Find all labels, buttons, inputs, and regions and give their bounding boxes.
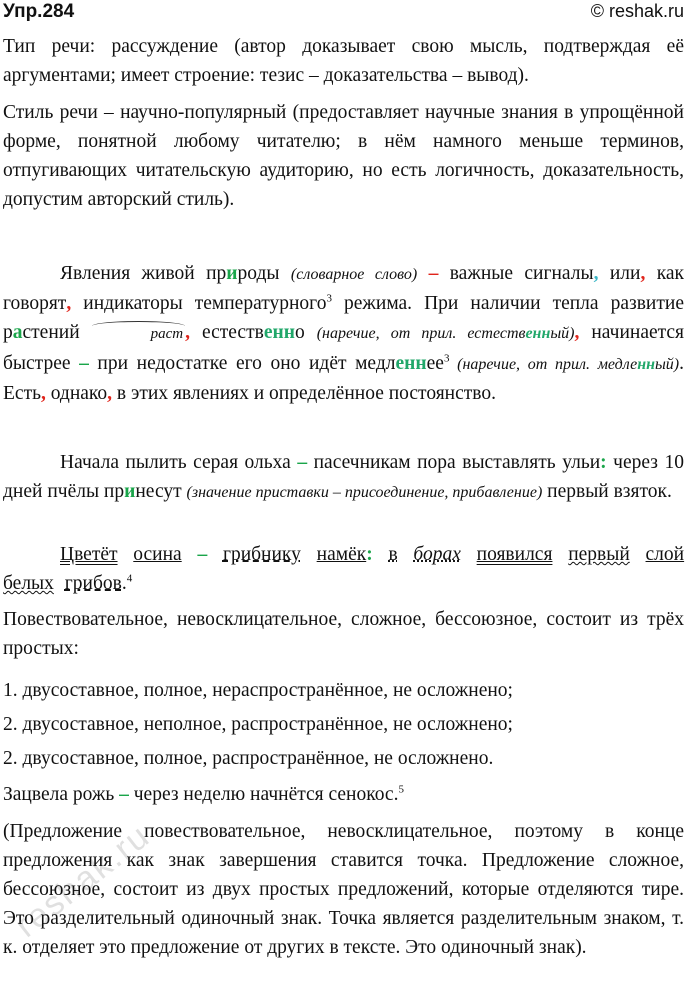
analysis-item-3: 2. двусоставное, полное, распространённое, не осложнено.	[3, 748, 494, 769]
subject-word: намёк	[316, 544, 367, 565]
text-fragment: Начала пылить серая ольха	[60, 452, 298, 473]
superscript: 4	[126, 572, 133, 585]
suffix-highlight: енн	[525, 325, 551, 342]
vowel-highlight: и	[226, 263, 238, 284]
text-fragment: Зацвела рожь	[3, 784, 120, 805]
text-fragment: стений	[22, 322, 92, 343]
text-fragment: через 10 дней пчёлы пр	[3, 452, 684, 502]
text-fragment: несут	[135, 481, 187, 502]
superscript: 3	[443, 352, 450, 365]
root-mark-icon	[92, 320, 186, 349]
analysis-item-1: 1. двусоставное, полное, нераспространённое, не осложнено;	[3, 680, 513, 701]
text-fragment: ее	[426, 353, 444, 374]
suffix-highlight: енн	[395, 353, 427, 374]
text-fragment: или	[598, 263, 641, 284]
text-fragment: .	[121, 573, 127, 594]
attribute-word: первый	[568, 544, 630, 565]
text-fragment: Явления живой пр	[60, 263, 227, 284]
colon-mark: :	[366, 544, 373, 565]
example-sentence	[3, 780, 684, 809]
object-word: грибнику	[222, 544, 301, 565]
note-text: ый)	[654, 356, 680, 373]
comma-mark: ,	[107, 383, 113, 404]
text-fragment: роды	[237, 263, 291, 284]
analysis-summary: Повествовательное, невосклицательное, сложное, бессоюзное, состоит из трёх простых:	[3, 609, 684, 659]
text-fragment: . Есть	[3, 353, 685, 404]
text-fragment: о	[294, 322, 317, 343]
paragraph-3-parsed	[3, 540, 684, 598]
watermark-logo: reshak.ru	[8, 816, 158, 945]
text-fragment: как говорят	[3, 263, 684, 314]
text-fragment: первый взяток.	[542, 481, 672, 502]
dash-mark: –	[197, 544, 208, 565]
adverbial-word: в	[388, 544, 398, 565]
text-fragment: в этих явлениях и определённое постоянство.	[112, 383, 496, 404]
dash-mark: –	[79, 353, 89, 374]
adverbial-word: борах	[413, 544, 461, 565]
note-text: (наречие, от прил. естеств	[316, 325, 526, 342]
paragraph-1	[3, 259, 684, 408]
exercise-number: Упр.284	[3, 1, 75, 22]
note-adverb	[449, 356, 679, 373]
header	[0, 0, 687, 30]
root-label: раст	[150, 326, 184, 342]
text-fragment: индикаторы температурного	[71, 293, 327, 314]
style-of-speech: Стиль речи – научно-популярный (предоставляет научные знания в упрощённой форме, понятной любому читателю; в нём намного меньше терминов, отпугивающих читательскую аудиторию, но есть логичность, доказательность, допустим авторский стиль).	[3, 102, 684, 210]
subject-word: слой	[645, 544, 685, 565]
vowel-highlight: а	[12, 322, 23, 343]
comma-mark: ,	[640, 263, 646, 284]
text-fragment: режима. При наличии тепла развитие р	[3, 293, 684, 343]
text-fragment: естеств	[190, 322, 264, 343]
text-fragment: пасечникам пора выставлять ульи	[307, 452, 601, 473]
superscript: 5	[398, 783, 404, 796]
text-fragment: через неделю начнётся сенокос.	[128, 784, 399, 805]
note-text: ый)	[550, 325, 575, 342]
text-fragment: начинается быстрее	[3, 322, 685, 374]
attribute-word: грибов	[64, 573, 122, 594]
text-fragment: однако	[45, 383, 108, 404]
note-adverb	[317, 325, 575, 342]
vowel-highlight: и	[124, 481, 136, 502]
predicate-word: появился	[476, 544, 553, 565]
site-credit: © reshak.ru	[590, 1, 684, 21]
dash-mark: –	[119, 784, 129, 805]
predicate-word: Цветёт	[60, 544, 118, 565]
superscript: 3	[326, 292, 332, 305]
comma-mark: ,	[593, 263, 599, 284]
dash-mark: –	[297, 452, 308, 473]
note-text: (наречие, от прил. медле	[449, 356, 638, 373]
note-dictionary-word: (словарное слово)	[290, 266, 418, 283]
text-fragment: важные сигналы	[449, 263, 594, 284]
dash-mark: –	[417, 263, 450, 284]
note-prefix-meaning: (значение приставки – присоединение, прибавление)	[186, 484, 543, 501]
analysis-item-2: 2. двусоставное, неполное, распространённое, не осложнено;	[3, 714, 513, 735]
type-of-speech: Тип речи: рассуждение (автор доказывает свою мысль, подтверждая её аргументами; имеет строение: тезис – доказательства – вывод).	[3, 36, 684, 86]
comma-mark: ,	[66, 293, 72, 314]
colon-mark: :	[600, 452, 607, 473]
suffix-highlight: нн	[637, 356, 655, 373]
text-fragment: при недостатке его оно идёт медл	[88, 353, 396, 374]
explanation: (Предложение повествовательное, невосклицательное, поэтому в конце предложения как знак завершения ставится точка. Предложение сложное, бессоюзное, состоит из двух простых предложений, которые отделяются тире. Это разделительный одиночный знак. Точка является разделительным знаком, т. к. отделяет это предложение от других в тексте. Это одиночный знак).	[3, 821, 684, 958]
subject-word: осина	[133, 544, 182, 565]
comma-mark: ,	[574, 322, 580, 343]
comma-mark: ,	[40, 383, 46, 404]
suffix-highlight: енн	[263, 322, 295, 343]
attribute-word: белых	[3, 573, 54, 594]
paragraph-2	[3, 448, 684, 507]
comma-mark: ,	[185, 322, 190, 343]
